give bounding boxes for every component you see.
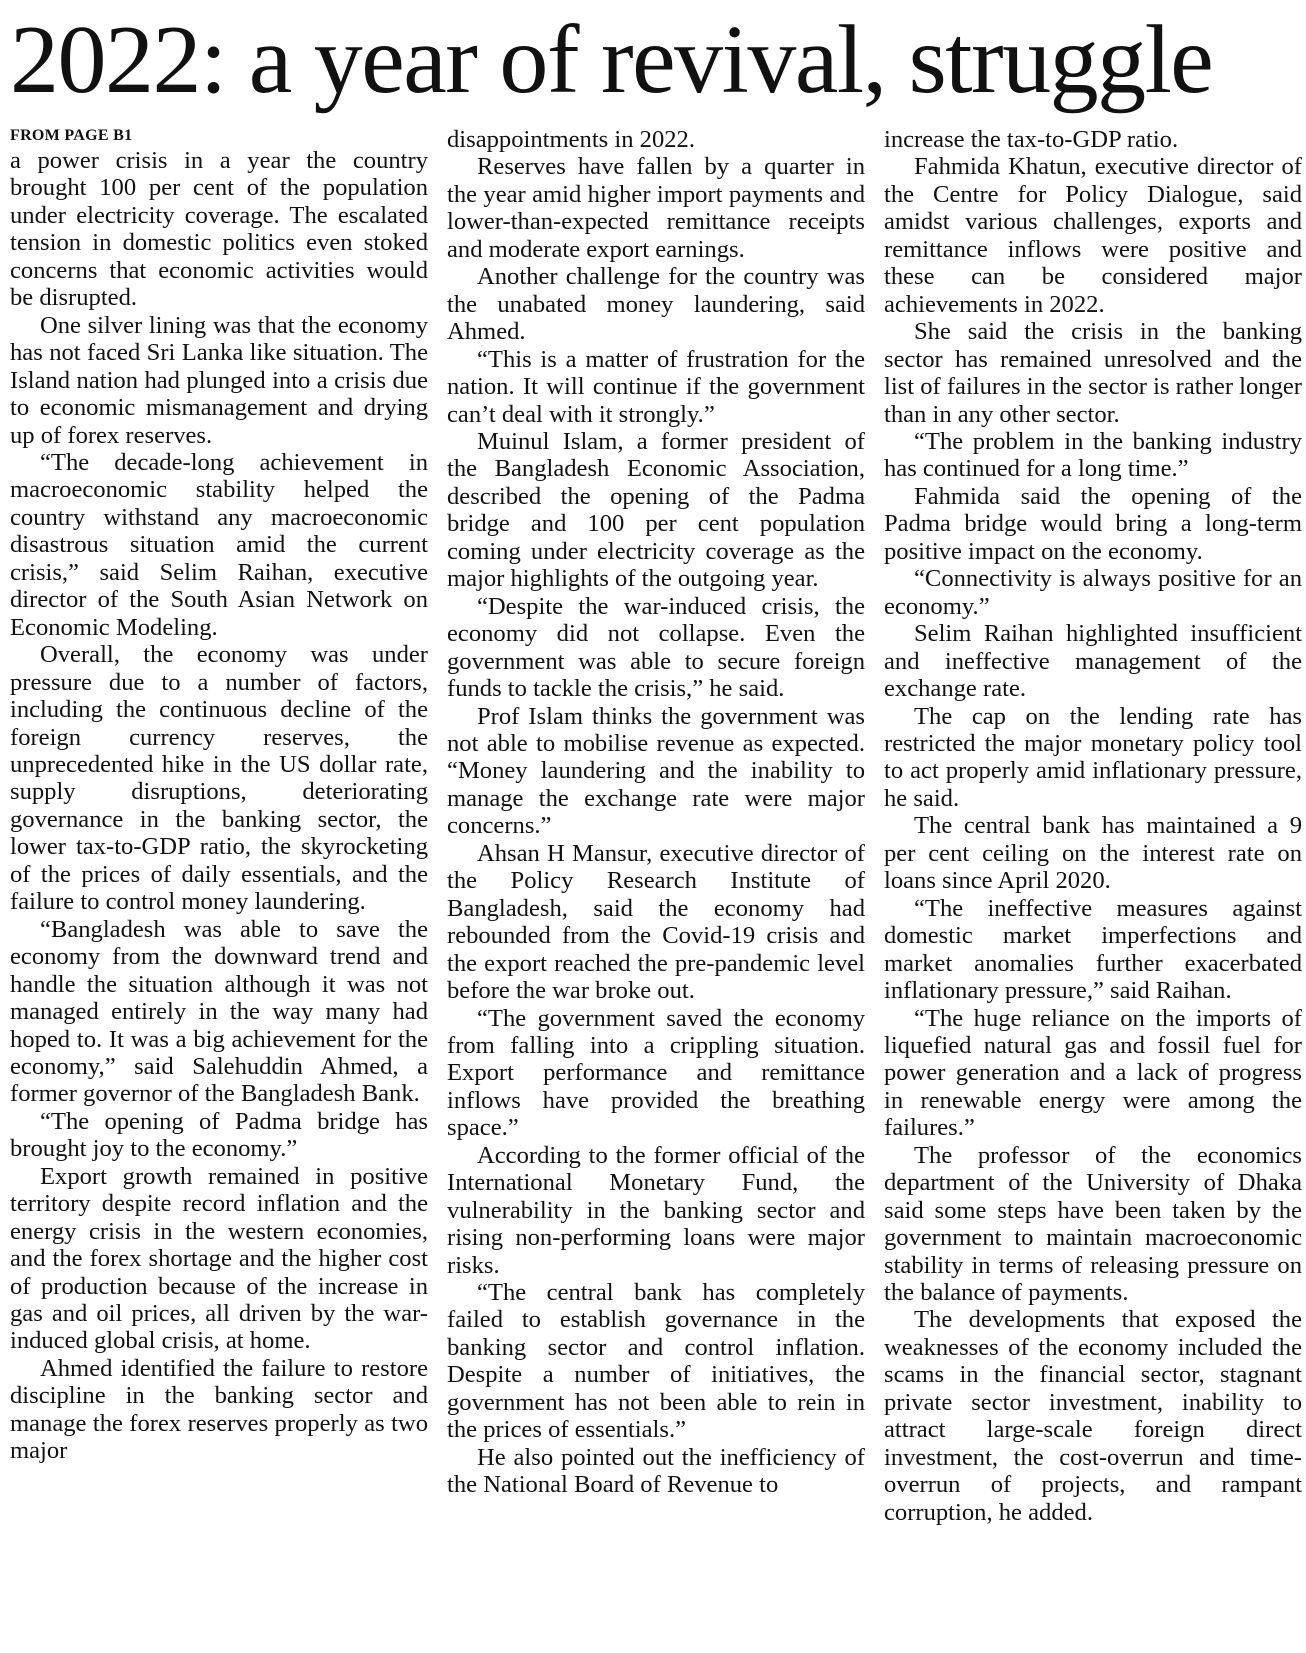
article-column-2: [447, 126, 865, 1499]
paragraph: Reserves have fallen by a quarter in the year amid higher import payments and lower-than-expected remittance receipts and moderate export earnings.: [447, 153, 865, 263]
paragraph: Ahsan H Mansur, executive director of the Policy Research Institute of Bangladesh, said the economy had rebounded from the Covid-19 crisis and the export reached the pre-pandemic level before the war broke out.: [447, 839, 865, 1005]
paragraph: “The ineffective measures against domestic market imperfections and market anomalies further exacerbated inflationary pressure,” said Raihan.: [884, 894, 1302, 1005]
paragraph: “Despite the war-induced crisis, the economy did not collapse. Even the government was able to secure foreign funds to tackle the crisis,” he said.: [447, 592, 865, 703]
paragraph: increase the tax-to-GDP ratio.: [884, 126, 1179, 153]
paragraph: “The government saved the economy from falling into a crippling situation. Export performance and remittance inflows have provided the breathing space.”: [447, 1004, 865, 1142]
paragraph: “The problem in the banking industry has continued for a long time.”: [884, 427, 1302, 483]
paragraph: disappointments in 2022.: [447, 126, 695, 153]
headline: 2022: a year of revival, struggle: [10, 6, 1213, 114]
paragraph: Ahmed identified the failure to restore discipline in the banking sector and manage the forex reserves properly as two major: [10, 1354, 428, 1465]
paragraph: Fahmida said the opening of the Padma bridge would bring a long-term positive impact on the economy.: [884, 482, 1302, 565]
paragraph: He also pointed out the inefficiency of the National Board of Revenue to: [447, 1443, 865, 1499]
article-column-3: [884, 126, 1302, 1526]
paragraph: The developments that exposed the weaknesses of the economy included the scams in the financial sector, stagnant private sector investment, inability to attract large-scale foreign direct investment, the cost-overrun and time-overrun of projects, and rampant corruption, he added.: [884, 1306, 1302, 1526]
paragraph: Another challenge for the country was the unabated money laundering, said Ahmed.: [447, 263, 865, 346]
paragraph: “This is a matter of frustration for the nation. It will continue if the government can’t deal with it strongly.”: [447, 345, 865, 428]
paragraph: The professor of the economics department of the University of Dhaka said some steps have been taken by the government to maintain macroeconomic stability in terms of releasing pressure on the balance of payments.: [884, 1141, 1302, 1307]
paragraph: One silver lining was that the economy has not faced Sri Lanka like situation. The Island nation had plunged into a crisis due to economic mismanagement and drying up of forex reserves.: [10, 311, 428, 449]
paragraph: According to the former official of the International Monetary Fund, the vulnerability in the banking sector and rising non-performing loans were major risks.: [447, 1141, 865, 1279]
paragraph: Prof Islam thinks the government was not able to mobilise revenue as expected. “Money laundering and the inability to manage the exchange rate were major concerns.”: [447, 702, 865, 840]
paragraph: Export growth remained in positive territory despite record inflation and the energy crisis in the western economies, and the forex shortage and the higher cost of production because of the increase in gas and oil prices, all driven by the war-induced global crisis, at home.: [10, 1162, 428, 1355]
paragraph: “The huge reliance on the imports of liquefied natural gas and fossil fuel for power generation and a lack of progress in renewable energy were among the failures.”: [884, 1004, 1302, 1142]
article-column-1: [10, 126, 428, 1465]
paragraph: “Connectivity is always positive for an economy.”: [884, 565, 1302, 620]
paragraph: a power crisis in a year the country brought 100 per cent of the population under electricity coverage. The escalated tension in domestic politics even stoked concerns that economic activities would be disrupted.: [10, 147, 428, 312]
paragraph: She said the crisis in the banking sector has remained unresolved and the list of failures in the sector is rather longer than in any other sector.: [884, 318, 1302, 428]
paragraph: Overall, the economy was under pressure due to a number of factors, including the continuous decline of the foreign currency reserves, the unprecedented hike in the US dollar rate, supply disruptions, deteriorating governance in the banking sector, the lower tax-to-GDP ratio, the skyrocketing of the prices of daily essentials, and the failure to control money laundering.: [10, 641, 428, 916]
paragraph: “The opening of Padma bridge has brought joy to the economy.”: [10, 1107, 428, 1163]
paragraph: Fahmida Khatun, executive director of the Centre for Policy Dialogue, said amidst various challenges, exports and remittance inflows were positive and these can be considered major achievements in 2022.: [884, 153, 1302, 318]
paragraph: “The central bank has completely failed to establish governance in the banking sector and control inflation. Despite a number of initiatives, the government has not been able to rein in the prices of essentials.”: [447, 1279, 865, 1444]
paragraph: “The decade-long achievement in macroeconomic stability helped the country withstand any macroeconomic disastrous situation amid the current crisis,” said Selim Raihan, executive director of the South Asian Network on Economic Modeling.: [10, 448, 428, 641]
paragraph: The central bank has maintained a 9 per cent ceiling on the interest rate on loans since April 2020.: [884, 812, 1302, 895]
jump-line: FROM PAGE B1: [10, 127, 133, 144]
paragraph: Muinul Islam, a former president of the Bangladesh Economic Association, described the opening of the Padma bridge and 100 per cent population coming under electricity coverage as the major highlights of the outgoing year.: [447, 427, 865, 593]
paragraph: The cap on the lending rate has restricted the major monetary policy tool to act properly amid inflationary pressure, he said.: [884, 702, 1302, 812]
paragraph: “Bangladesh was able to save the economy from the downward trend and handle the situation although it was not managed entirely in the way many had hoped to. It was a big achievement for the economy,” said Salehuddin Ahmed, a former governor of the Bangladesh Bank.: [10, 915, 428, 1108]
paragraph: Selim Raihan highlighted insufficient and ineffective management of the exchange rate.: [884, 620, 1302, 703]
